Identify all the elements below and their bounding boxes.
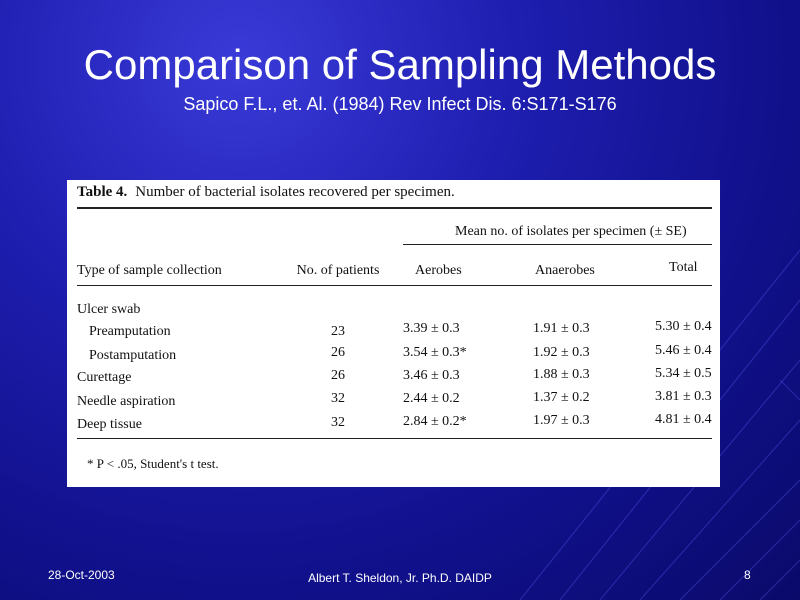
row-aerobes: 3.54 ± 0.3* — [403, 345, 467, 360]
row-type: Deep tissue — [77, 417, 142, 432]
slide-subtitle: Sapico F.L., et. Al. (1984) Rev Infect Dis. 6:S171-S176 — [183, 94, 617, 114]
row-anaerobes: 1.37 ± 0.2 — [533, 390, 590, 405]
header-type: Type of sample collection — [77, 263, 222, 278]
footer-page-number: 8 — [744, 568, 751, 582]
section-label: Ulcer swab — [77, 302, 141, 317]
row-total: 4.81 ± 0.4 — [655, 412, 712, 427]
row-type: Curettage — [77, 370, 132, 385]
row-total: 3.81 ± 0.3 — [655, 389, 712, 404]
row-patients: 32 — [331, 415, 345, 430]
row-patients: 23 — [331, 324, 345, 339]
footer-date: 28-Oct-2003 — [48, 568, 115, 582]
row-type: Preamputation — [89, 324, 171, 339]
row-anaerobes: 1.92 ± 0.3 — [533, 345, 590, 360]
footer-author: Albert T. Sheldon, Jr. Ph.D. DAIDP — [308, 571, 492, 585]
row-total: 5.30 ± 0.4 — [655, 319, 712, 334]
row-aerobes: 2.84 ± 0.2* — [403, 414, 467, 429]
header-anaerobes: Anaerobes — [535, 263, 595, 278]
row-aerobes: 3.46 ± 0.3 — [403, 368, 460, 383]
row-anaerobes: 1.91 ± 0.3 — [533, 321, 590, 336]
header-rule — [77, 285, 712, 286]
row-type: Needle aspiration — [77, 394, 176, 409]
row-total: 5.34 ± 0.5 — [655, 366, 712, 381]
top-rule — [77, 207, 712, 209]
table-footnote: * P < .05, Student's t test. — [87, 456, 219, 471]
bottom-rule — [77, 438, 712, 439]
row-patients: 26 — [331, 345, 345, 360]
header-patients: No. of patients — [296, 263, 380, 278]
group-rule — [403, 244, 712, 245]
row-aerobes: 2.44 ± 0.2 — [403, 391, 460, 406]
header-aerobes: Aerobes — [415, 263, 462, 278]
row-type: Postamputation — [89, 348, 177, 363]
row-anaerobes: 1.97 ± 0.3 — [533, 413, 590, 428]
table-label: Table 4. — [77, 184, 128, 200]
slide-title: Comparison of Sampling Methods — [83, 41, 717, 88]
table-figure — [67, 180, 720, 487]
table-caption: Number of bacterial isolates recovered per specimen. — [135, 184, 455, 200]
group-header: Mean no. of isolates per specimen (± SE) — [455, 224, 687, 239]
row-total: 5.46 ± 0.4 — [655, 343, 712, 358]
row-anaerobes: 1.88 ± 0.3 — [533, 367, 590, 382]
row-aerobes: 3.39 ± 0.3 — [403, 321, 460, 336]
header-total: Total — [669, 260, 698, 275]
row-patients: 26 — [331, 368, 345, 383]
table-caption-line — [77, 184, 455, 201]
row-patients: 32 — [331, 391, 345, 406]
